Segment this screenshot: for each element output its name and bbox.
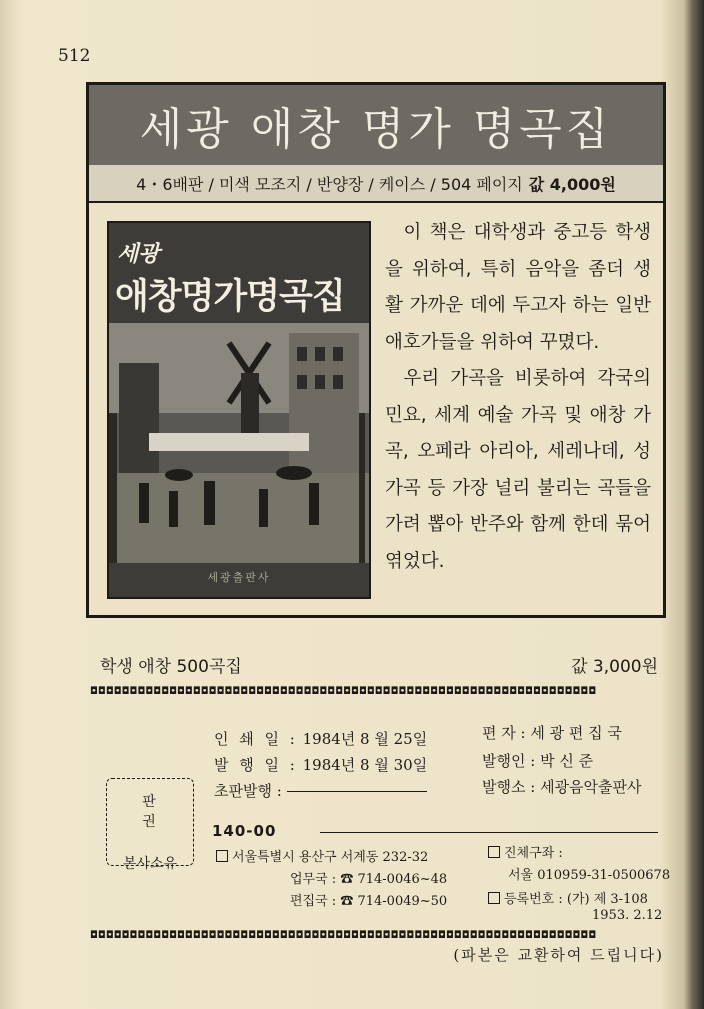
editor-row bbox=[482, 722, 622, 743]
editorial-phone-label: 편집국 : ☎ bbox=[290, 894, 354, 909]
copyright-stamp bbox=[106, 778, 194, 872]
publisher-row bbox=[482, 750, 593, 771]
ad-description bbox=[385, 215, 651, 580]
account-label: 진체구좌 : bbox=[504, 846, 563, 861]
ad-paragraph-1: 이 책은 대학생과 중고등 학생을 위하여, 특히 음악을 좀더 생활 가까운 데에 두고자 하는 일반 애호가들을 위하여 꾸몄다. bbox=[385, 222, 651, 353]
ad-title: 세광 애창 명가 명곡집 bbox=[139, 104, 613, 155]
editor-label: 편 자 : bbox=[482, 724, 526, 742]
book-title: 학생 애창 500곡집 bbox=[100, 657, 242, 677]
account-row bbox=[488, 842, 563, 861]
book-price: 값 3,000원 bbox=[571, 657, 658, 677]
print-date-label: 인 쇄 일 : bbox=[214, 730, 298, 748]
publisher: 박 신 준 bbox=[540, 752, 594, 770]
business-phone-row bbox=[290, 868, 447, 887]
book-listing bbox=[100, 652, 660, 677]
dotted-rule-bottom: ◘◘◘◘◘◘◘◘◘◘◘◘◘◘◘◘◘◘◘◘◘◘◘◘◘◘◘◘◘◘◘◘◘◘◘◘◘◘◘◘◘◘◘◘◘◘◘◘◘◘◘◘◘◘◘◘◘◘◘◘◘◘◘◘ bbox=[90, 930, 597, 941]
ad-paragraph-2: 우리 가곡을 비롯하여 각국의 민요, 세계 예술 가곡 및 애창 가곡, 오페라 아리아, 세레나데, 성가곡 등 가장 널리 불리는 곡들을 가려 뽑아 반주와 함께 한데 묶어 엮었다. bbox=[385, 368, 651, 572]
publishing-house: 세광음악출판사 bbox=[540, 778, 642, 796]
cover-street-illustration bbox=[109, 323, 369, 563]
registration-row bbox=[488, 888, 648, 907]
first-edition-row bbox=[214, 780, 427, 801]
ad-spec-bar bbox=[89, 165, 663, 203]
box-bullet-icon bbox=[216, 850, 228, 862]
postal-rule bbox=[320, 832, 658, 833]
editor: 세 광 편 집 국 bbox=[530, 724, 622, 742]
editorial-phone: 714-0049~50 bbox=[357, 894, 448, 909]
business-phone: 714-0046~48 bbox=[357, 872, 448, 887]
defect-exchange-note: (파본은 교환하여 드립니다) bbox=[453, 946, 664, 964]
first-edition-line bbox=[287, 791, 427, 792]
business-phone-label: 업무국 : ☎ bbox=[290, 872, 354, 887]
pub-date: 1984년 8 월 30일 bbox=[302, 756, 428, 774]
page-number: 512 bbox=[58, 46, 91, 66]
book-advertisement bbox=[86, 82, 666, 618]
publishing-house-row bbox=[482, 776, 642, 797]
box-bullet-icon bbox=[488, 846, 500, 858]
ad-title-banner bbox=[89, 85, 663, 167]
registration-number: (가) 제 3-108 bbox=[566, 892, 648, 907]
print-date: 1984년 8 월 25일 bbox=[302, 730, 428, 748]
copyright-bottom: 본사소유 bbox=[122, 856, 178, 872]
registration-label: 등록번호 : bbox=[504, 892, 563, 907]
cover-publisher: 세광출판사 bbox=[207, 571, 271, 584]
address: 서울특별시 용산구 서계동 232-32 bbox=[232, 850, 429, 865]
postal-code: 140-00 bbox=[212, 822, 277, 840]
cover-brand: 세광 bbox=[117, 242, 160, 267]
publisher-label: 발행인 : bbox=[482, 752, 536, 770]
pub-date-row bbox=[214, 754, 427, 775]
editorial-phone-row bbox=[290, 890, 447, 909]
registration-date: 1953. 2.12 bbox=[592, 908, 663, 923]
cover-title: 애창명가명곡집 bbox=[115, 277, 345, 317]
pub-date-label: 발 행 일 : bbox=[214, 756, 298, 774]
address-row bbox=[216, 846, 428, 865]
print-date-row bbox=[214, 728, 427, 749]
dotted-rule-top: ◘◘◘◘◘◘◘◘◘◘◘◘◘◘◘◘◘◘◘◘◘◘◘◘◘◘◘◘◘◘◘◘◘◘◘◘◘◘◘◘◘◘◘◘◘◘◘◘◘◘◘◘◘◘◘◘◘◘◘◘◘◘◘◘ bbox=[90, 686, 597, 697]
ad-price: 값 4,000원 bbox=[528, 174, 616, 194]
account-number: 서울 010959-31-0500678 bbox=[508, 868, 671, 883]
book-cover-image bbox=[107, 221, 371, 599]
box-bullet-icon bbox=[488, 892, 500, 904]
copyright-top: 판 권 bbox=[142, 794, 176, 830]
first-edition-label: 초판발행 : bbox=[214, 782, 282, 800]
ad-spec: 4・6배판 / 미색 모조지 / 반양장 / 케이스 / 504 페이지 bbox=[136, 174, 523, 194]
publishing-house-label: 발행소 : bbox=[482, 778, 536, 796]
